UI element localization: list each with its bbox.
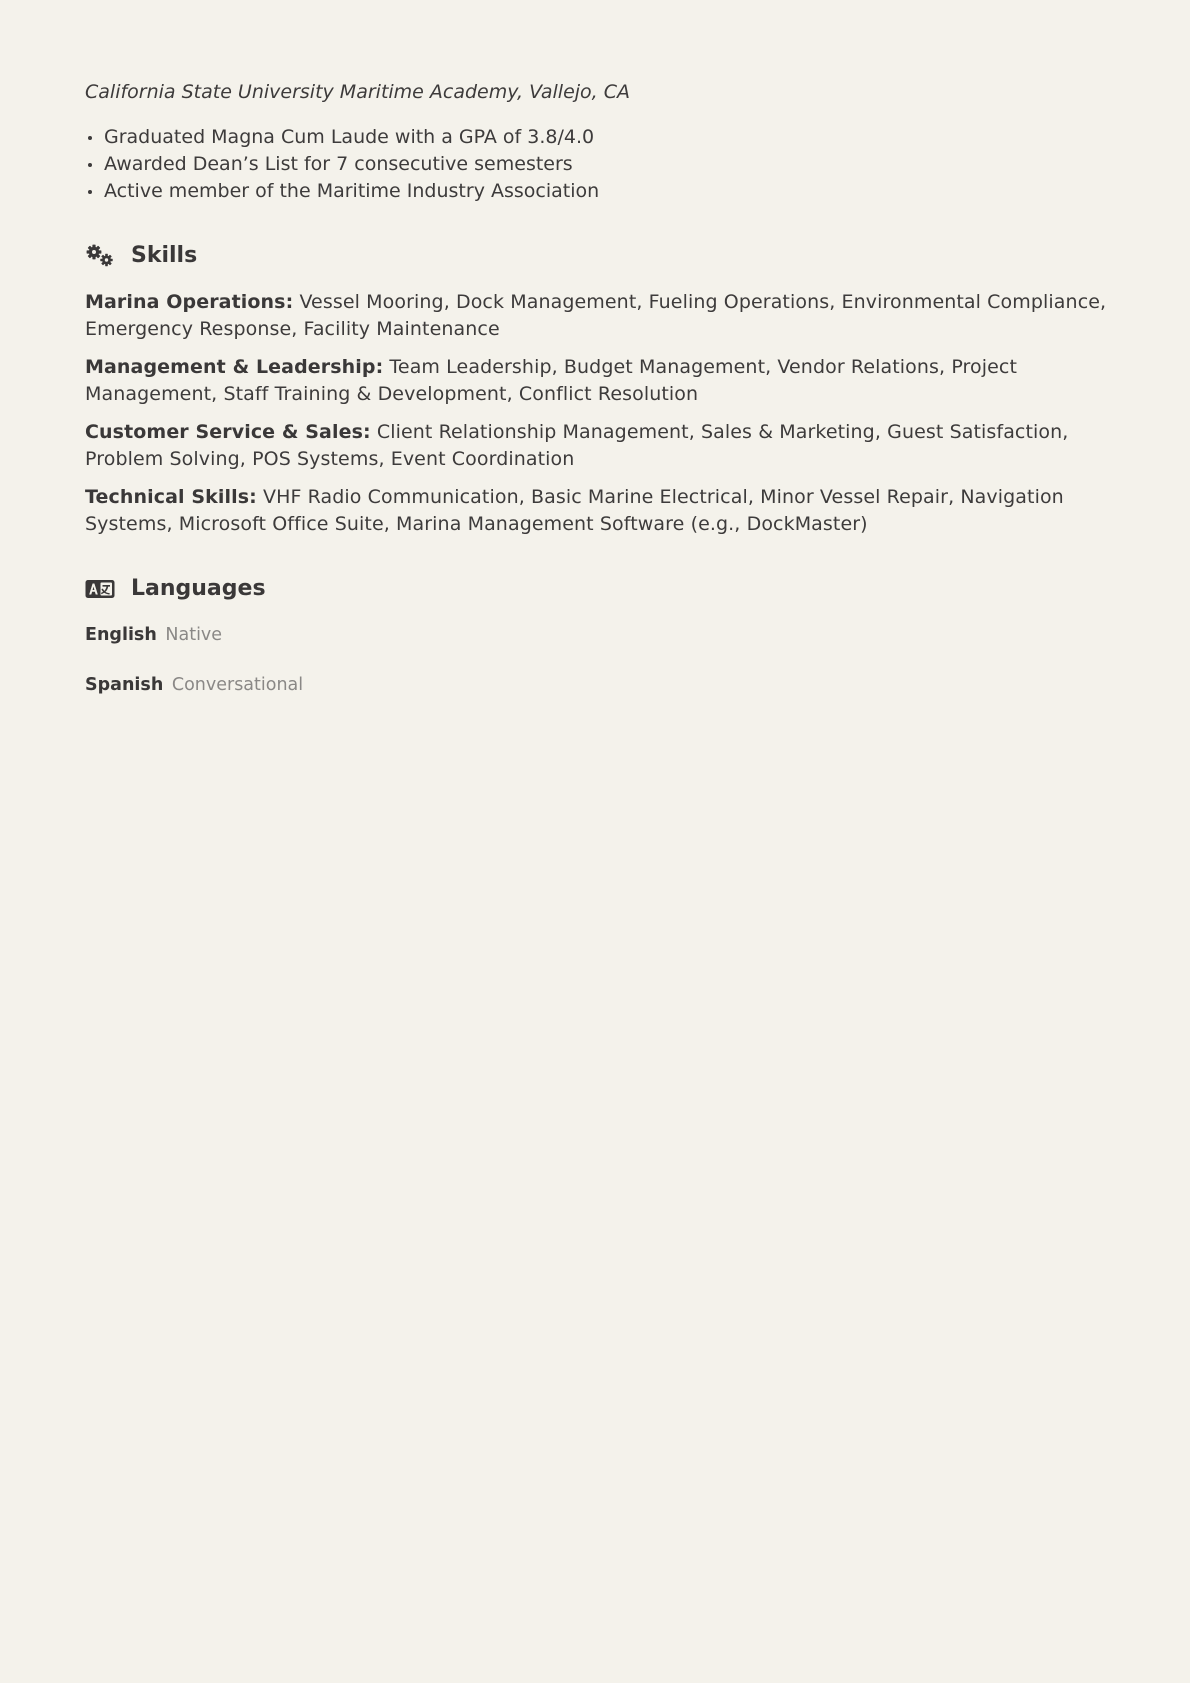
language-icon <box>85 577 115 601</box>
language-name: Spanish <box>85 675 164 695</box>
skill-label: Technical Skills: <box>85 486 257 508</box>
list-item: Graduated Magna Cum Laude with a GPA of 3.8/4.0 <box>104 124 1110 151</box>
skill-text: Vessel Mooring, Dock Management, Fueling Operations, Environmental Compliance, Emergency Response, Facility Maintenance <box>85 291 1107 340</box>
skills-heading: Skills <box>131 243 198 268</box>
skill-label: Marina Operations: <box>85 291 294 313</box>
list-item: Active member of the Maritime Industry Association <box>104 178 1110 205</box>
skill-text: VHF Radio Communication, Basic Marine Electrical, Minor Vessel Repair, Navigation Systems, Microsoft Office Suite, Marina Management Software (e.g., DockMaster) <box>85 486 1064 535</box>
language-level: Native <box>165 625 223 645</box>
languages-heading: Languages <box>131 576 266 601</box>
gears-icon <box>85 244 115 268</box>
list-item: Awarded Dean’s List for 7 consecutive semesters <box>104 151 1110 178</box>
language-row-spanish <box>85 672 1110 698</box>
skill-label: Customer Service & Sales: <box>85 421 371 443</box>
language-level: Conversational <box>171 675 304 695</box>
education-school: California State University Maritime Academy, Vallejo, CA <box>85 81 631 103</box>
skill-row-management-leadership <box>85 354 1110 408</box>
skill-text: Client Relationship Management, Sales & Marketing, Guest Satisfaction, Problem Solving, POS Systems, Event Coordination <box>85 421 1069 470</box>
skill-label: Management & Leadership: <box>85 356 384 378</box>
skills-section-heading <box>85 241 1110 271</box>
skill-row-marina-operations <box>85 289 1110 343</box>
resume-page <box>85 78 1110 722</box>
skill-row-technical-skills <box>85 484 1110 538</box>
language-row-english <box>85 622 1110 648</box>
education-honors-list <box>85 124 1110 205</box>
language-name: English <box>85 625 157 645</box>
languages-section-heading <box>85 574 1110 604</box>
skill-row-customer-service-sales <box>85 419 1110 473</box>
skill-text: Team Leadership, Budget Management, Vendor Relations, Project Management, Staff Training & Development, Conflict Resolution <box>85 356 1018 405</box>
